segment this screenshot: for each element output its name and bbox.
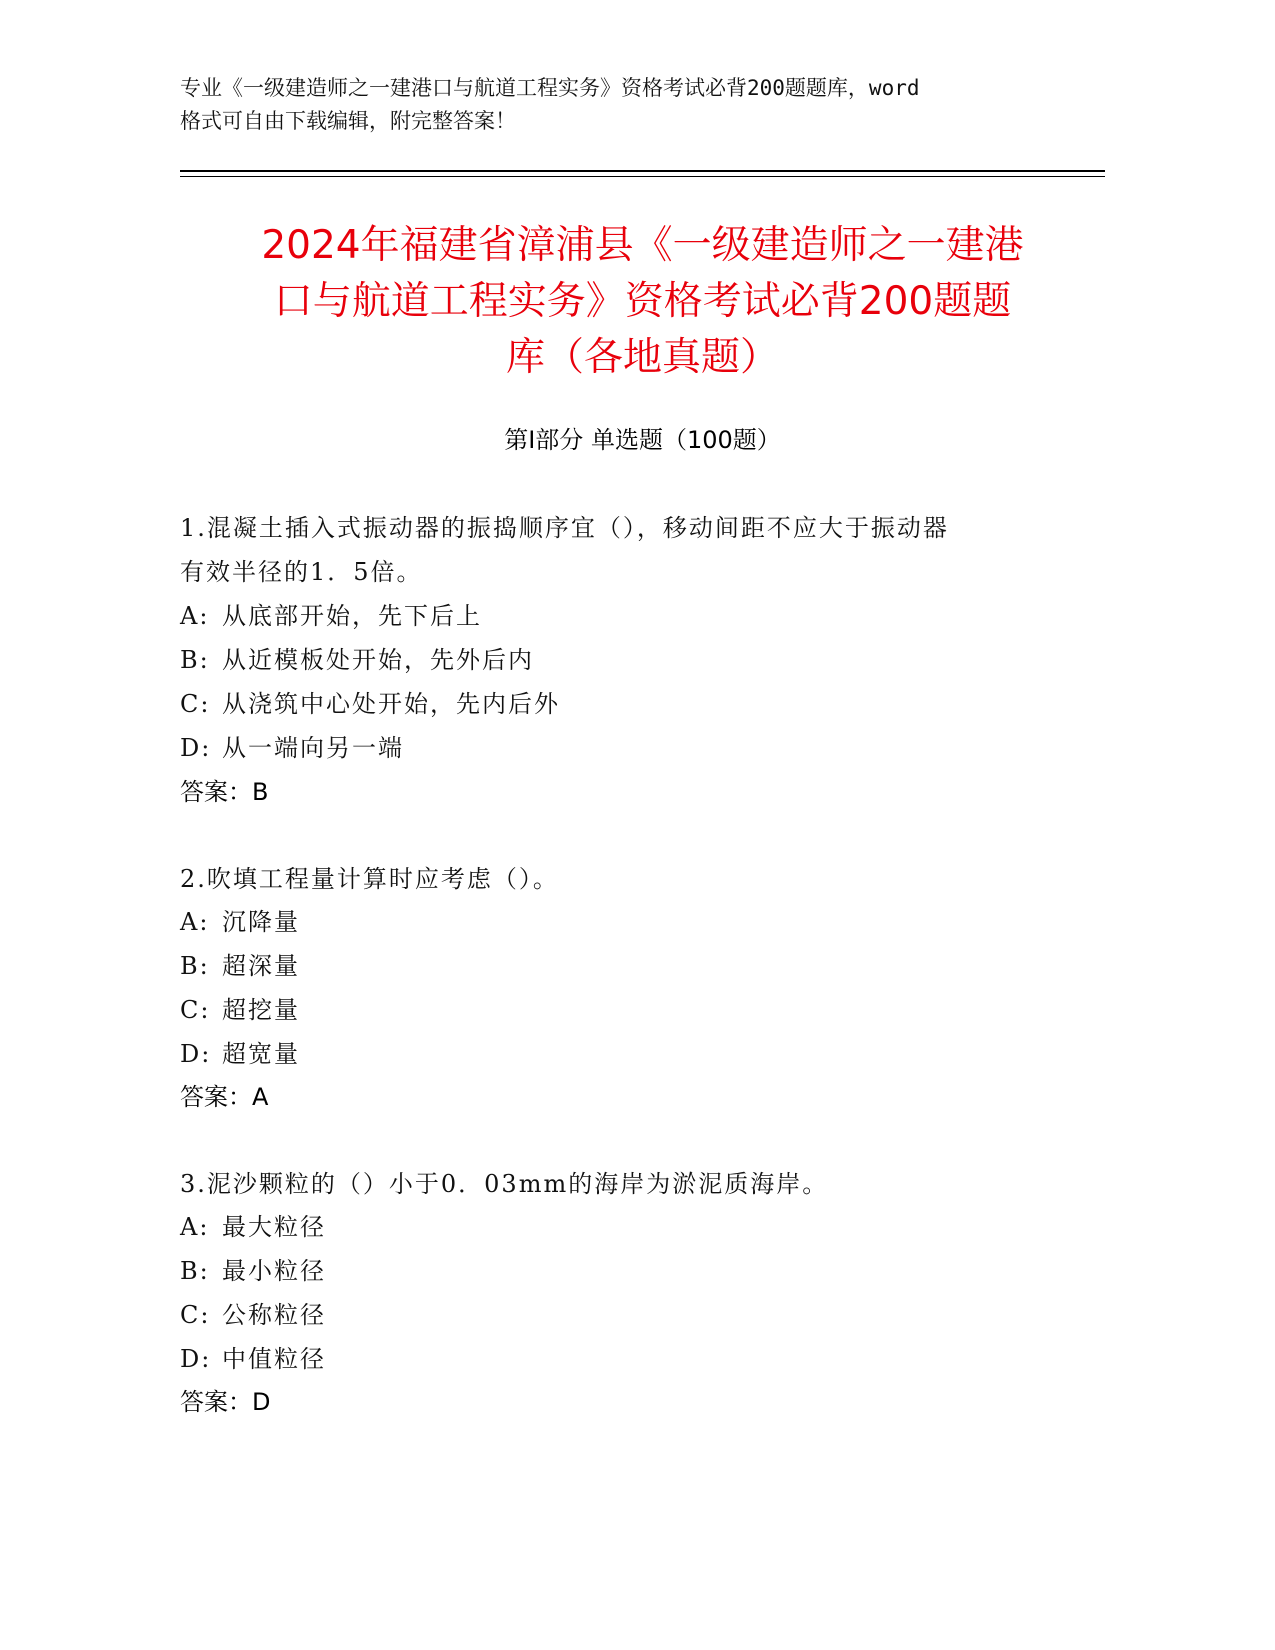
question-2-option-d <box>180 1034 1105 1069</box>
option-text: 超挖量 <box>222 996 300 1024</box>
section-heading: 第Ⅰ部分 单选题（100题） <box>504 426 781 454</box>
title-line-1: 2024年福建省漳浦县《一级建造师之一建港 <box>261 223 1024 268</box>
question-3-option-c <box>180 1295 1105 1330</box>
intro-paragraph <box>180 72 1090 138</box>
question-3-stem-line-1: 3.泥沙颗粒的（）小于0．03mm的海岸为淤泥质海岸。 <box>180 1170 829 1198</box>
option-text: 从底部开始，先下后上 <box>222 602 482 630</box>
option-text: 最小粒径 <box>222 1257 326 1285</box>
document-title <box>160 218 1125 386</box>
title-line-2: 口与航道工程实务》资格考试必背200题题 <box>273 279 1012 324</box>
question-2-stem-line-1: 2.吹填工程量计算时应考虑（）。 <box>180 865 559 893</box>
header-divider-thin <box>180 176 1105 177</box>
question-2-option-b <box>180 946 1105 981</box>
question-1-stem-line-1: 1.混凝土插入式振动器的振捣顺序宜（），移动间距不应大于振动器 <box>180 514 949 542</box>
option-letter: C: <box>180 690 211 718</box>
option-letter: B: <box>180 1257 210 1285</box>
option-letter: A: <box>180 1213 210 1241</box>
question-1-option-c <box>180 684 1105 719</box>
question-3-option-d <box>180 1339 1105 1374</box>
option-text: 超深量 <box>222 952 300 980</box>
question-1-answer: 答案：B <box>180 778 269 806</box>
option-letter: C: <box>180 1301 211 1329</box>
option-letter: D: <box>180 734 212 762</box>
question-3-option-a <box>180 1207 1105 1242</box>
option-letter: A: <box>180 908 210 936</box>
question-3-answer: 答案：D <box>180 1388 271 1416</box>
option-letter: D: <box>180 1345 212 1373</box>
title-line-3: 库（各地真题） <box>505 335 779 380</box>
question-1-stem-line-2: 有效半径的1．5倍。 <box>180 558 423 586</box>
question-1-option-b <box>180 640 1105 675</box>
option-text: 从一端向另一端 <box>222 734 404 762</box>
option-letter: B: <box>180 952 210 980</box>
option-text: 最大粒径 <box>222 1213 326 1241</box>
option-letter: C: <box>180 996 211 1024</box>
question-3-option-b <box>180 1251 1105 1286</box>
option-text: 中值粒径 <box>222 1345 326 1373</box>
option-text: 公称粒径 <box>222 1301 326 1329</box>
question-1-option-d <box>180 728 1105 763</box>
question-1-option-a <box>180 596 1105 631</box>
option-letter: A: <box>180 602 210 630</box>
question-2-option-c <box>180 990 1105 1025</box>
option-letter: B: <box>180 646 210 674</box>
option-text: 从浇筑中心处开始，先内后外 <box>222 690 560 718</box>
header-divider-thick <box>180 170 1105 172</box>
intro-line-2: 格式可自由下载编辑，附完整答案！ <box>180 109 516 133</box>
intro-line-1: 专业《一级建造师之一建港口与航道工程实务》资格考试必背200题题库，word <box>180 76 920 100</box>
option-text: 沉降量 <box>222 908 300 936</box>
question-2-answer: 答案：A <box>180 1083 269 1111</box>
option-text: 从近模板处开始，先外后内 <box>222 646 534 674</box>
option-letter: D: <box>180 1040 212 1068</box>
question-2-option-a <box>180 902 1105 937</box>
option-text: 超宽量 <box>222 1040 300 1068</box>
